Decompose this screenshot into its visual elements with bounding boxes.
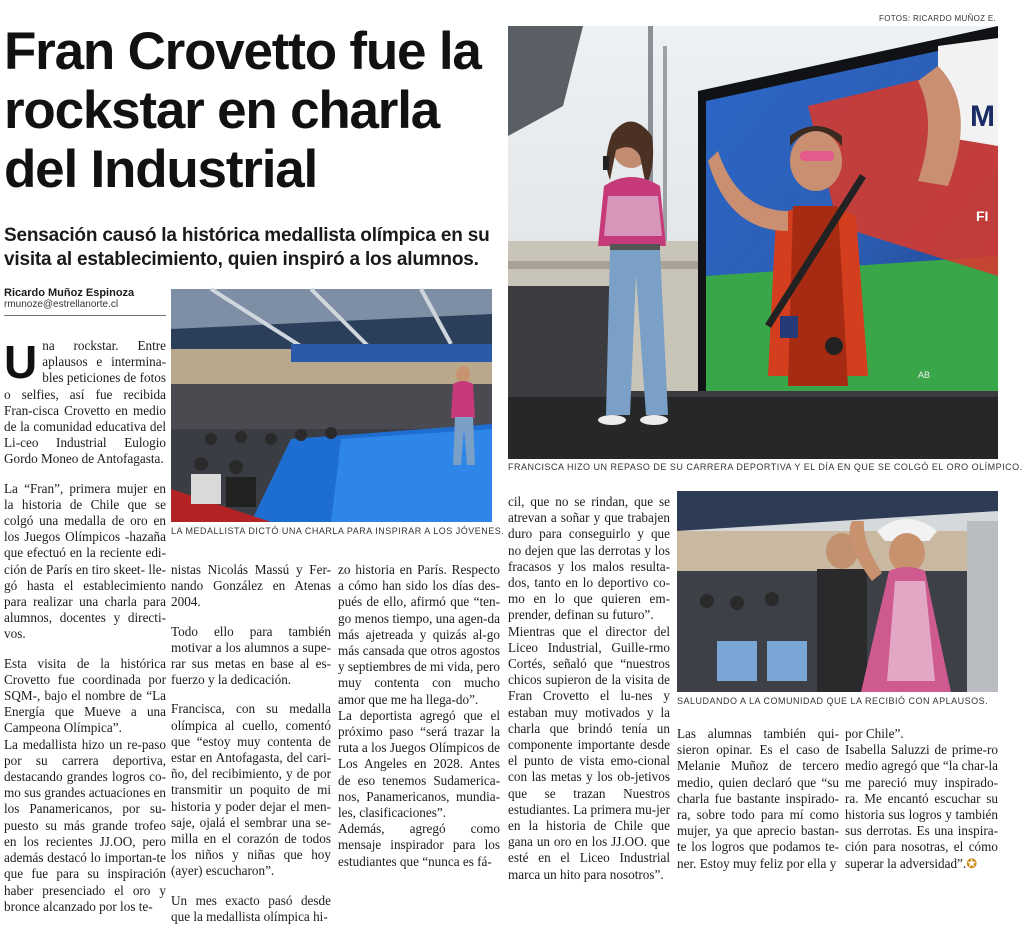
paragraph-text: na rockstar. Entre aplausos e intermina-bles peticiones de fotos o selfies, así fue recibida Fran-cisca Crovetto en medio de la comunidad educativa del Li-ceo Industrial Eulogio Gordo Moneo de Antofagasta.	[4, 338, 166, 467]
article-column-1	[4, 338, 166, 915]
article-paragraph: zo historia en París. Respecto a cómo han sido los días des-pués de ello, afirmó que “ten-go menos tiempo, una agen-da más ajetreada y quizás al-go más cansada que otros agostos y septiembres de mi vida, pero muy contenta con mucho amor que me ha llega-do”.	[338, 562, 500, 707]
byline	[4, 287, 166, 316]
end-mark-icon: ✪	[966, 855, 978, 871]
main-photo	[508, 26, 998, 459]
article-paragraph: Además, agregó como mensaje inspirador para los estudiantes que “nunca es fá-	[338, 821, 500, 869]
deck-subtitle: Sensación causó la histórica medallista olímpica en su visita al establecimiento, quien inspiró a los alumnos.	[4, 225, 490, 270]
drop-cap: U	[4, 336, 38, 388]
article-paragraph: cil, que no se rindan, que se atrevan a soñar y que trabajen duro para conseguirlo y que no dejen que las derrotas y los fracasos y los malos resulta-dos, tanto en lo deportivo co-mo en lo que quieren em-prender, definan su futuro”.	[508, 494, 670, 623]
photo-caption: FRANCISCA HIZO UN REPASO DE SU CARRERA DEPORTIVA Y EL DÍA EN QUE SE COLGÓ EL ORO OLÍMPICO.	[508, 462, 1023, 472]
article-paragraph: por Chile”.	[845, 726, 904, 741]
article-paragraph: Las alumnas también qui-sieron opinar. Es el caso de Melanie Muñoz de tercero medio, quien declaró que “su charla fue bastante inspirado-ra, sobre todo para mí como mujer, ya que aprecio bastan-te los logros que podamos te-ner. Estoy muy feliz por ella y	[677, 726, 839, 871]
article-paragraph: Esta visita de la histórica Crovetto fue coordinada por SQM-, bajo el nombre de “La Energía que Mueve a una Campeona Olímpica”.	[4, 655, 166, 736]
article-paragraph	[845, 742, 998, 872]
article-paragraph: La medallista hizo un re-paso por su carrera deportiva, destacando grandes logros co-mo sus grandes actuaciones en los Panamericanos, por su-puesto su más grande trofeo en los recientes JJ.OO, pero además destacó lo importan-te que fue para su inspiración haber presenciado el oro y bronce alcanzado por los te-	[4, 736, 166, 914]
article-column-3	[338, 562, 500, 870]
article-paragraph	[4, 338, 166, 468]
article-paragraph: Todo ello para también motivar a los alumnos a supe-rar sus metas en base al es-fuerzo y la dedicación.	[171, 623, 331, 688]
article-column-6	[845, 726, 998, 872]
headline	[4, 22, 502, 199]
article-column-4	[508, 494, 670, 883]
photo-credit: FOTOS: RICARDO MUÑOZ E.	[879, 14, 996, 23]
article-paragraph: Francisca, con su medalla olímpica al cuello, comentó que “estoy muy contenta de estar en Antofagasta, del cari-ño, del recibimiento, y de por transmitir un poquito de mi historia y poder dejar el men-saje, ojalá el sembrar una se-milla en el corazón de todos los niños y niñas que hoy (ayer) escucharon”.	[171, 701, 331, 879]
screen-letter: M	[970, 100, 995, 133]
article-column-5	[677, 726, 839, 872]
article-paragraph: nistas Nicolás Massú y Fer-nando González en Atenas 2004.	[171, 562, 331, 610]
author-name: Ricardo Muñoz Espinoza	[4, 287, 135, 299]
author-email: rmunoze@estrellanorte.cl	[4, 299, 119, 310]
headline-line: Fran Crovetto fue la	[4, 22, 481, 81]
screen-logo: AB	[918, 370, 931, 380]
headline-line: rockstar en charla	[4, 81, 440, 140]
paragraph-text: Isabella Saluzzi de prime-ro medio agregó que “la char-la me pareció muy inspirado-ra. Me encantó escuchar su historia sus logros y también sus derrotas. Es una inspira-ción para nosotras, el cómo superar la adversidad”.	[845, 742, 998, 871]
article-paragraph: La “Fran”, primera mujer en la historia de Chile que se colgó una medalla de oro en los Juegos Olímpicos -hazaña que efectuó en la reciente edi-ción de París en tiro skeet- lle-gó hasta el establecimiento para realizar una charla para alumnos, docentes y directi-vos.	[4, 480, 166, 642]
photo-caption: LA MEDALLISTA DICTÓ UNA CHARLA PARA INSPIRAR A LOS JÓVENES.	[171, 526, 505, 536]
photo-caption: SALUDANDO A LA COMUNIDAD QUE LA RECIBIÓ CON APLAUSOS.	[677, 696, 989, 706]
article-paragraph: Un mes exacto pasó desde que la medallista olímpica hi-	[171, 892, 331, 924]
byline-rule	[4, 315, 166, 316]
article-column-2	[171, 562, 331, 925]
auditorium-photo	[171, 289, 492, 522]
community-photo	[677, 491, 998, 692]
headline-line: del Industrial	[4, 140, 318, 199]
article-paragraph: La deportista agregó que el próximo paso “será trazar la ruta a los Juegos Olímpicos de Los Angeles en 2028. Antes de eso tenemos Sudamerica-nos, Panamericanos, mundia-les, clasificaciones”.	[338, 707, 500, 821]
screen-letter: FI	[976, 208, 989, 224]
article-paragraph: Mientras que el director del Liceo Industrial, Guille-rmo Cortés, señaló que “nuestros chicos supieron de la visita de Fran Crovetto el lu-nes y estaban muy motivados y la charla que brindó tenía un componente importante desde el punto de vista emo-cional con las metas y los ob-jetivos que se trazan Nuestros estudiantes. La primera mu-jer en la historia de Chile que gana un oro en los JJ.OO. que esté en el Liceo Industrial marca un hito para nosotros”.	[508, 623, 670, 882]
